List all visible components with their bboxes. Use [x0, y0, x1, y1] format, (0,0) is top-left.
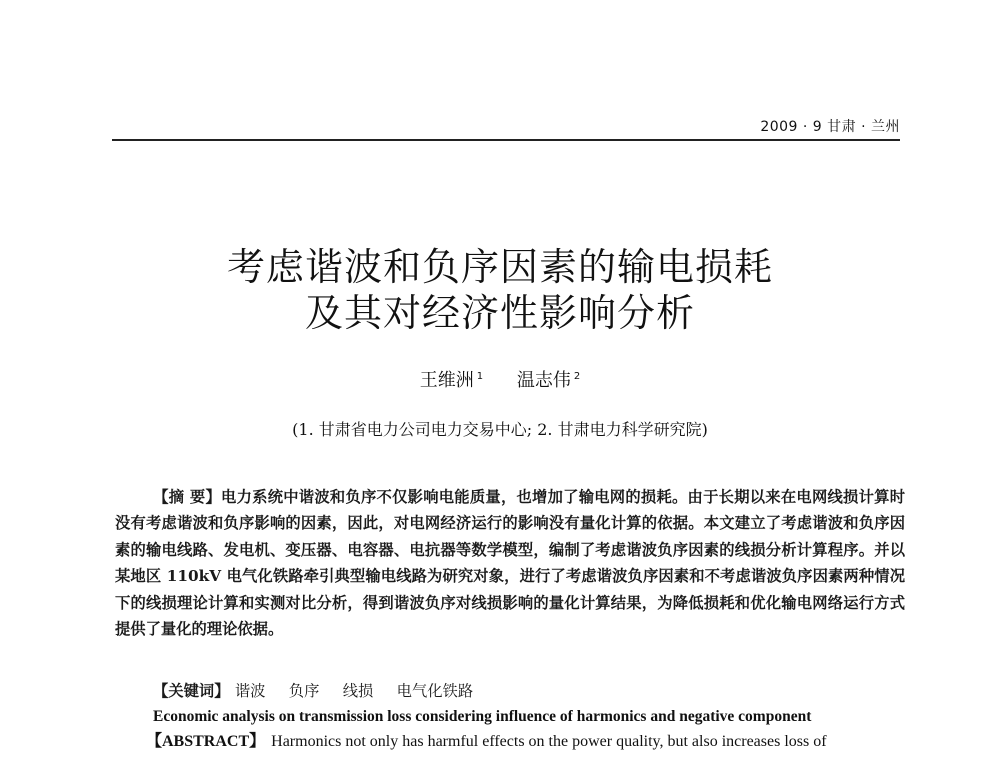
keyword-item: 电气化铁路	[396, 682, 474, 700]
abstract-chinese-label: 【摘 要】	[153, 488, 222, 506]
abstract-english-text: Harmonics not only has harmful effects on the power quality, but also increases loss of	[271, 733, 827, 750]
paper-title-line-2: 及其对经济性影响分析	[304, 291, 695, 335]
abstract-chinese	[115, 484, 905, 642]
header-meta: 2009 · 9 甘肃 · 兰州	[760, 119, 900, 135]
keywords	[153, 679, 491, 703]
author-2-name: 温志伟	[516, 370, 571, 391]
abstract-chinese-text: 电力系统中谐波和负序不仅影响电能质量，也增加了输电网的损耗。由于长期以来在电网线损计算时没有考虑谐波和负序影响的因素，因此，对电网经济运行的影响没有量化计算的依据。本文建立了考虑谐波和负序因素的输电线路、发电机、变压器、电容器、电抗器等数学模型，编制了考虑谐波负序因素的线损分析计算程序。并以某地区 110kV 电气化铁路牵引典型输电线路为研究对象，进行了考虑谐波负序因素和不考虑谐波负序因素两种情况下的线损理论计算和实测对比分析，得到谐波负序对线损影响的量化计算结果，为降低损耗和优化输电网络运行方式提供了量化的理论依据。	[115, 488, 905, 639]
english-title: Economic analysis on transmission loss considering influence of harmonics and negative component	[153, 708, 812, 725]
author-1-name: 王维洲	[419, 370, 474, 391]
author-2	[517, 370, 580, 391]
keywords-label: 【关键词】	[153, 682, 230, 700]
keyword-item: 负序	[288, 682, 320, 700]
author-1	[420, 370, 483, 391]
author-1-affiliation-mark: 1	[476, 371, 484, 382]
affiliation: (1. 甘肃省电力公司电力交易中心; 2. 甘肃电力科学研究院)	[292, 420, 708, 439]
keyword-item: 线损	[342, 682, 374, 700]
keyword-item: 谐波	[234, 682, 266, 700]
header-rule	[112, 139, 900, 141]
abstract-english	[146, 731, 906, 753]
author-2-affiliation-mark: 2	[573, 371, 581, 382]
author-list	[0, 364, 1000, 394]
paper-title-line-1: 考虑谐波和负序因素的输电损耗	[226, 245, 773, 289]
abstract-english-label: 【ABSTRACT】	[146, 733, 266, 750]
